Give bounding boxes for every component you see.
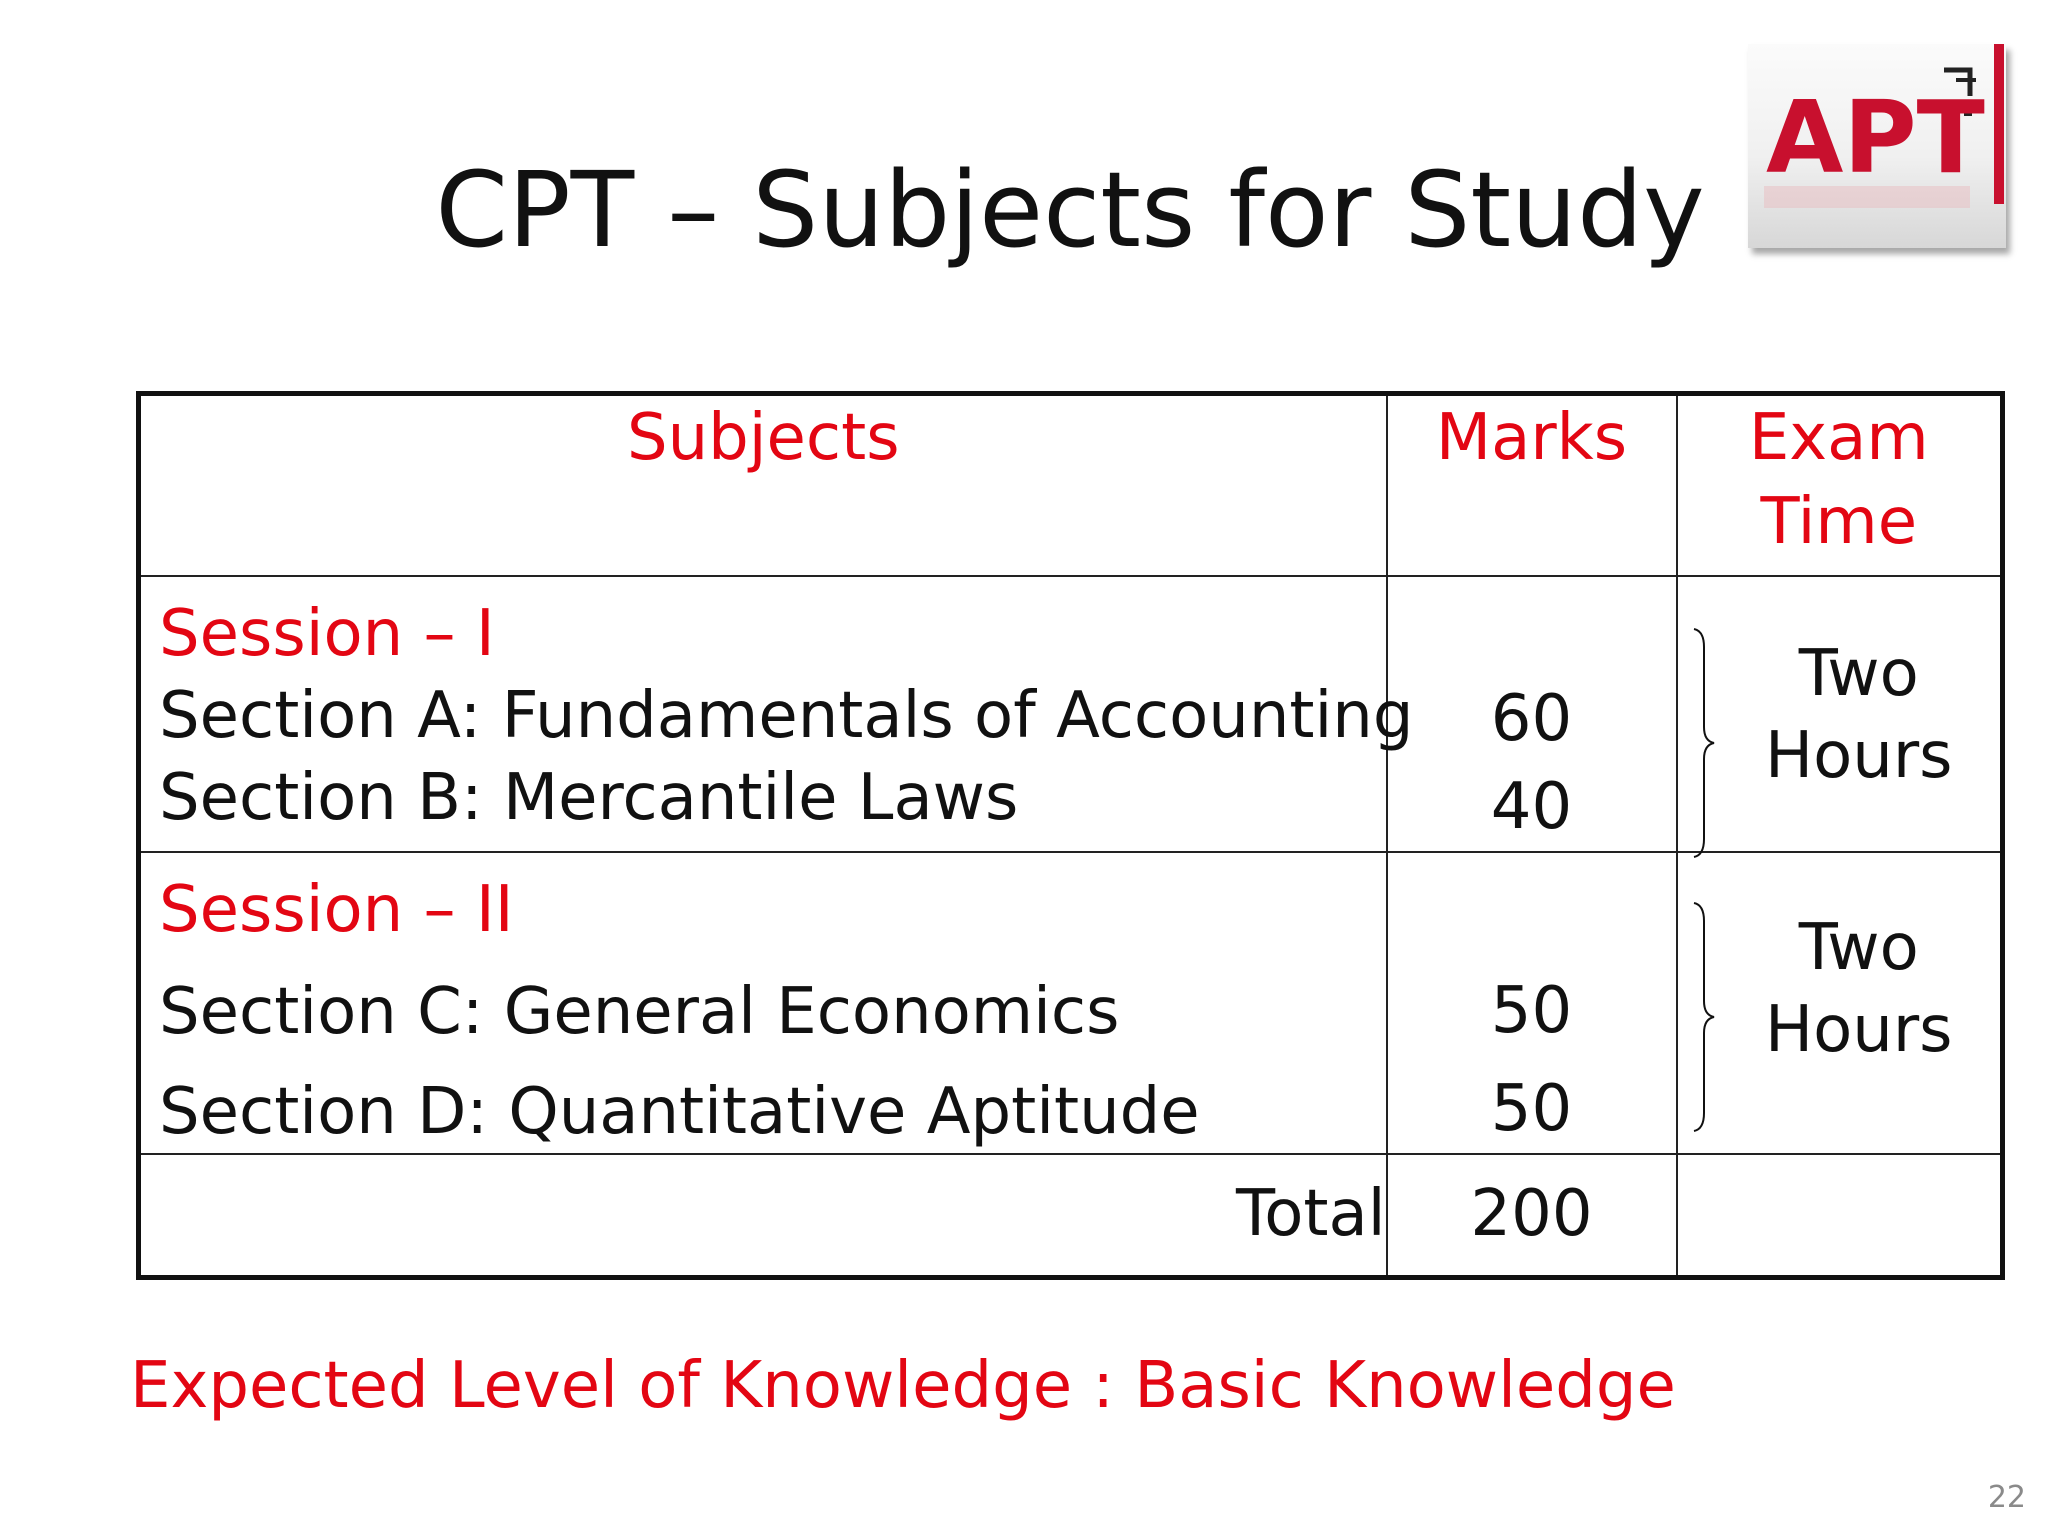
table-row-session-1 [139,576,2003,852]
session-1-time-cell [1677,576,2003,852]
total-time-cell [1677,1154,2003,1278]
section-b-label: Section B: Mercantile Laws [159,760,1019,835]
session-2-title: Session – II [159,872,514,947]
logo-reflection [1764,186,1970,208]
table-header-row [139,394,2003,576]
section-d-marks: 50 [1490,1071,1573,1146]
header-marks: Marks [1387,394,1677,576]
logo-text: APT [1766,79,1985,196]
header-exam-time [1677,394,2003,576]
session-2-marks-cell [1387,852,1677,1154]
total-marks: 200 [1387,1154,1677,1278]
session-1-subjects-cell [139,576,1414,852]
header-subjects: Subjects [139,394,1387,576]
section-d-label: Section D: Quantitative Aptitude [159,1074,1200,1149]
header-exam-time-line-1: Exam [1748,401,1929,475]
session-2-time-cell [1677,852,2003,1154]
table-row-session-2 [139,852,2003,1154]
section-c-label: Section C: General Economics [159,974,1120,1049]
total-label: Total [139,1154,1387,1278]
apt-logo [1748,44,2006,248]
subjects-table [136,391,2005,1280]
session-2-time-line-1: Two [1798,910,1919,985]
session-1-brace [1692,627,1718,859]
session-2-time-line-2: Hours [1765,992,1953,1067]
session-1-time-line-2: Hours [1765,718,1953,793]
page-number: 22 [1987,1480,2026,1515]
session-1-marks-cell [1387,576,1677,852]
session-2-subjects-cell [139,852,1387,1154]
expected-knowledge-note: Expected Level of Knowledge : Basic Knowledge [130,1349,1676,1423]
session-1-title: Session – I [159,596,495,671]
section-a-marks: 60 [1490,681,1573,756]
section-b-marks: 40 [1490,769,1573,844]
slide-title: CPT – Subjects for Study [435,149,1705,271]
session-1-time-line-1: Two [1798,636,1919,711]
header-exam-time-line-2: Time [1760,485,1918,559]
session-2-brace [1692,901,1718,1133]
apt-logo-graphic [1748,44,2006,248]
table-row-total [139,1154,2003,1278]
section-c-marks: 50 [1490,973,1573,1048]
logo-side-bar [1994,44,2004,204]
section-a-label: Section A: Fundamentals of Accounting [159,678,1414,753]
